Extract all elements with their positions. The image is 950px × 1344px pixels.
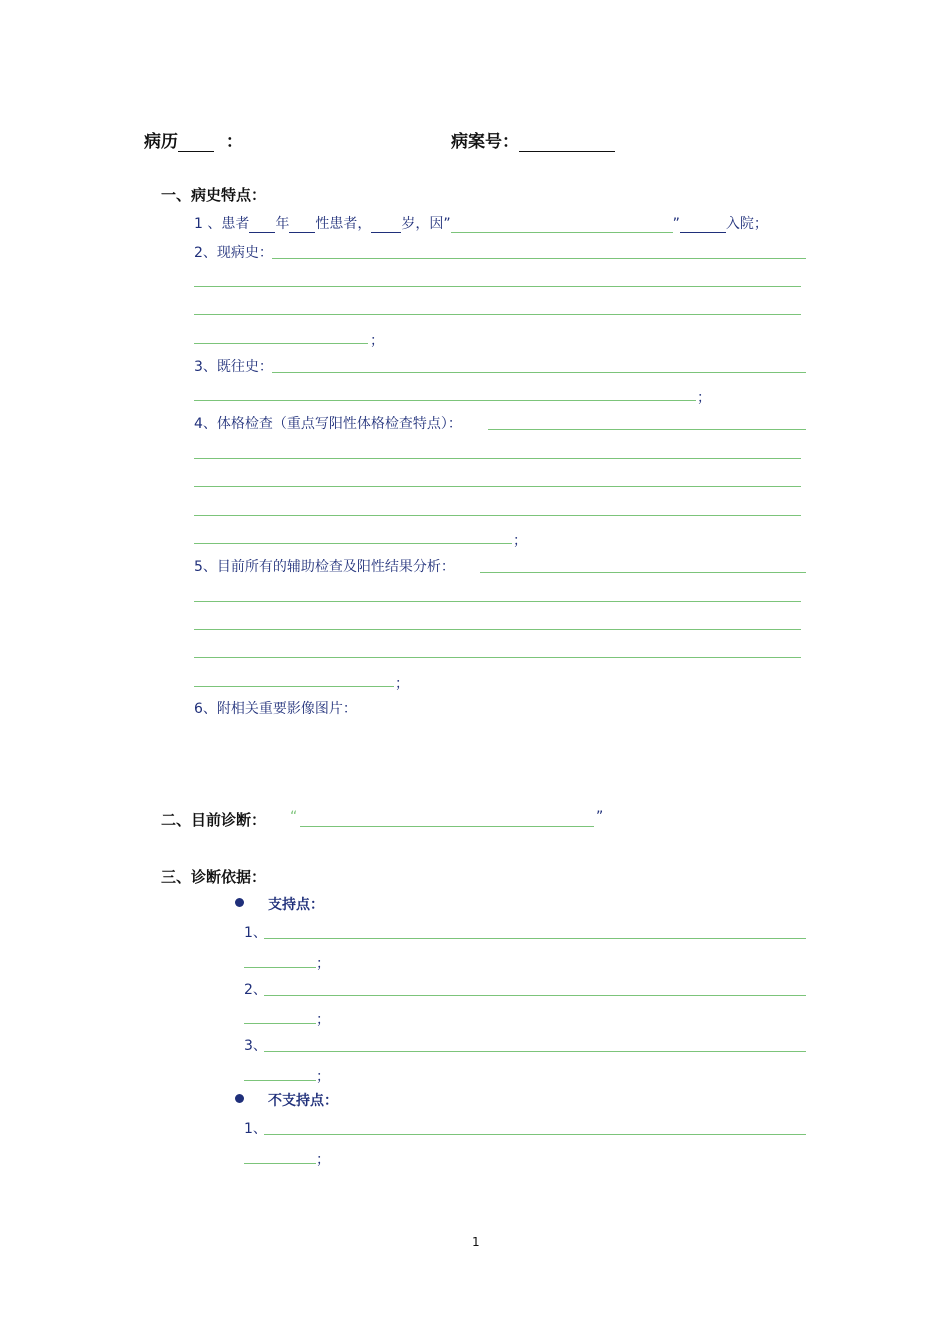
support-semicolon: ； <box>316 956 330 972</box>
support-line[interactable] <box>244 1080 316 1081</box>
item1-quote-close: ” <box>672 216 680 232</box>
item5-line[interactable] <box>480 572 806 573</box>
year-blank[interactable] <box>249 218 275 233</box>
item5-label: 5、目前所有的辅助检查及阳性结果分析： <box>194 559 455 575</box>
item2-line[interactable] <box>194 286 801 287</box>
item6-label: 6、附相关重要影像图片： <box>194 701 357 717</box>
support-item-number: 1、 <box>244 925 267 941</box>
item5-line[interactable] <box>194 686 394 687</box>
bullet-icon <box>235 898 244 907</box>
item4-line[interactable] <box>194 486 801 487</box>
item3-label: 3、既往史： <box>194 359 273 375</box>
admit-blank[interactable] <box>680 218 726 233</box>
support-line[interactable] <box>264 1051 806 1052</box>
support-line[interactable] <box>244 967 316 968</box>
case-number-blank[interactable] <box>519 135 615 152</box>
case-number <box>451 127 615 152</box>
support-semicolon: ； <box>316 1012 330 1028</box>
item5-line[interactable] <box>194 629 801 630</box>
support-label: 支持点： <box>268 897 324 913</box>
item2-semicolon: ； <box>370 333 384 349</box>
item3-line[interactable] <box>194 400 696 401</box>
nonsupport-label: 不支持点： <box>268 1093 338 1109</box>
item2-line[interactable] <box>194 343 368 344</box>
nonsupport-line[interactable] <box>264 1134 806 1135</box>
item1-line <box>194 213 768 233</box>
item1-year: 年 <box>275 216 290 232</box>
item4-label: 4、体格检查（重点写阳性体格检查特点）： <box>194 416 462 432</box>
diagnosis-line[interactable] <box>300 826 594 827</box>
page-number: 1 <box>472 1235 480 1249</box>
record-label-text: 病历 <box>144 132 178 152</box>
support-line[interactable] <box>264 938 806 939</box>
item1-prefix: 1 、患者 <box>194 216 250 232</box>
case-number-label: 病案号： <box>451 132 519 152</box>
item4-line[interactable] <box>194 515 801 516</box>
item5-line[interactable] <box>194 601 801 602</box>
record-blank[interactable] <box>178 135 214 152</box>
diagnosis-quote-open: “ <box>290 809 298 825</box>
item1-age: 岁，因” <box>401 216 451 232</box>
item3-line[interactable] <box>272 372 806 373</box>
age-blank[interactable] <box>371 218 401 233</box>
record-label <box>144 127 243 152</box>
item2-line[interactable] <box>194 314 801 315</box>
item4-line[interactable] <box>194 458 801 459</box>
support-item-number: 3、 <box>244 1038 267 1054</box>
sex-blank[interactable] <box>289 218 315 233</box>
support-item-number: 2、 <box>244 982 267 998</box>
nonsupport-semicolon: ； <box>316 1152 330 1168</box>
item5-semicolon: ； <box>395 676 409 692</box>
item4-semicolon: ； <box>513 533 527 549</box>
item3-semicolon: ； <box>697 390 711 406</box>
nonsupport-line[interactable] <box>244 1163 316 1164</box>
item5-line[interactable] <box>194 657 801 658</box>
section-history-title: 一、病史特点： <box>161 186 267 204</box>
item1-sex: 性患者， <box>315 216 372 232</box>
item2-label: 2、现病史： <box>194 245 273 261</box>
item4-line[interactable] <box>194 543 512 544</box>
item4-line[interactable] <box>488 429 806 430</box>
section-basis-title: 三、诊断依据： <box>161 868 267 886</box>
section-diagnosis-title: 二、目前诊断： <box>161 811 267 829</box>
reason-blank[interactable] <box>451 218 673 233</box>
support-line[interactable] <box>244 1023 316 1024</box>
nonsupport-item-number: 1、 <box>244 1121 267 1137</box>
record-colon: ： <box>225 132 243 152</box>
diagnosis-quote-close: ” <box>596 809 604 825</box>
support-semicolon: ； <box>316 1069 330 1085</box>
item2-line[interactable] <box>272 258 806 259</box>
bullet-icon <box>235 1094 244 1103</box>
support-line[interactable] <box>264 995 806 996</box>
item1-admit: 入院； <box>725 216 768 232</box>
